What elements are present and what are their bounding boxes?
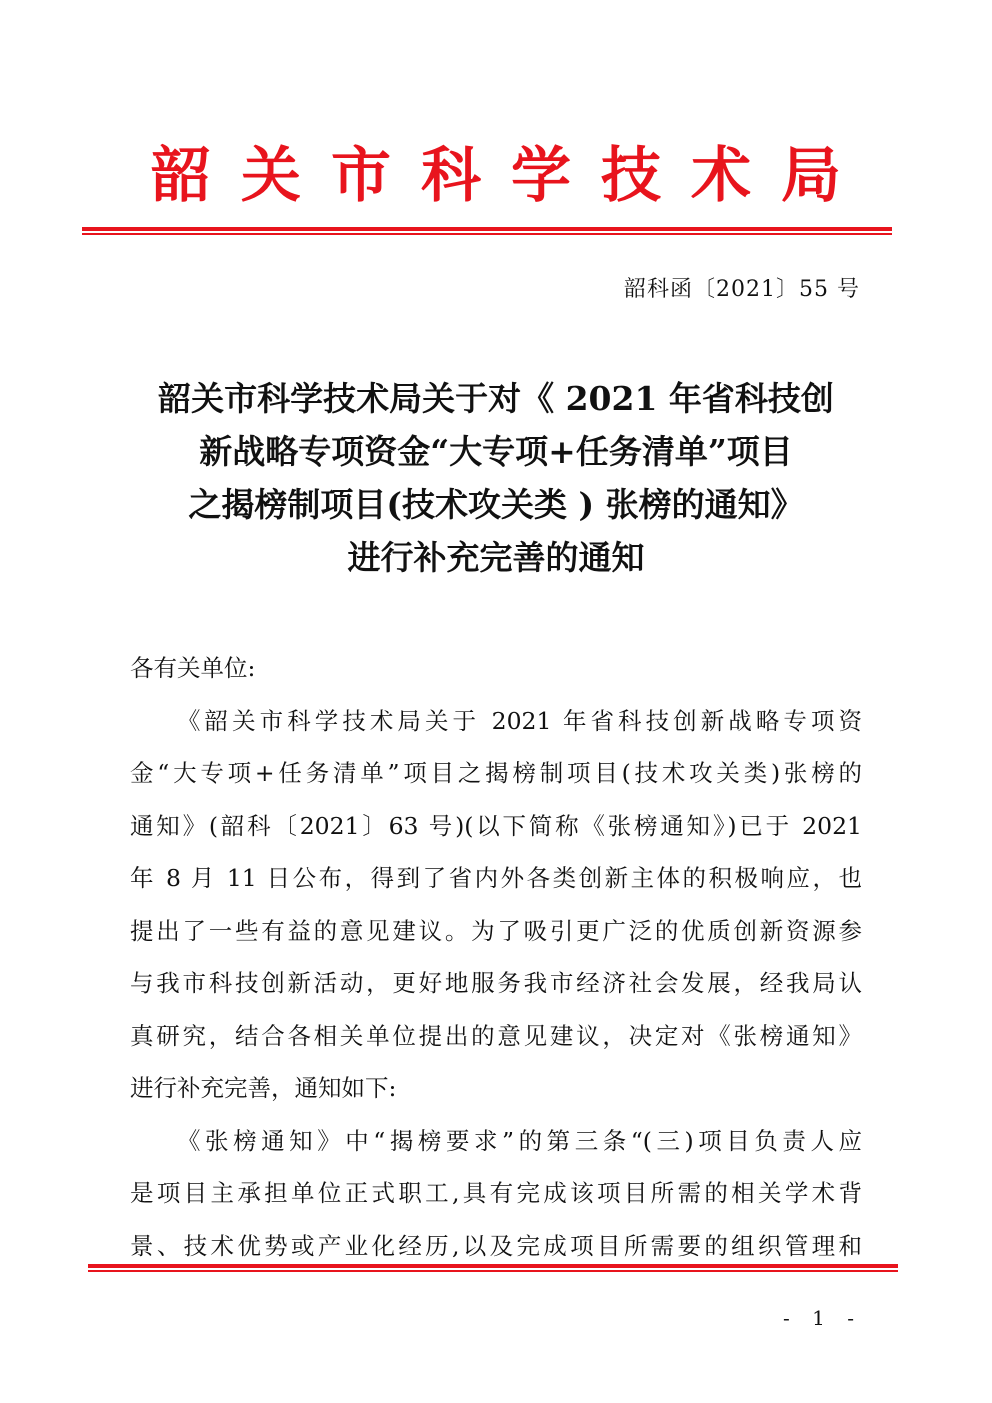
salutation: 各有关单位: <box>130 654 256 682</box>
paragraph-line: 年 8 月 11 日公布，得到了省内外各类创新主体的积极响应，也 <box>130 864 862 892</box>
paragraph-1 <box>130 695 862 1115</box>
paragraph-line: 景、技术优势或产业化经历,以及完成项目所需要的组织管理和 <box>130 1231 862 1260</box>
document-number: 韶科函〔2021〕55 号 <box>624 277 860 302</box>
paragraph-line: 与我市科技创新活动，更好地服务我市经济社会发展，经我局认 <box>130 969 862 997</box>
paragraph-line: 《韶关市科学技术局关于 2021 年省科技创新战略专项资 <box>177 706 862 735</box>
title-line: 之揭榜制项目(技术攻关类 ) 张榜的通知》 <box>188 485 804 524</box>
document-body <box>130 642 862 1272</box>
paragraph-line: 通知》(韶科〔2021〕63 号)(以下简称《张榜通知》)已于 2021 <box>130 811 862 840</box>
footer-rule-thin <box>88 1270 898 1272</box>
paragraph-line: 金“大专项+任务清单”项目之揭榜制项目(技术攻关类)张榜的 <box>130 759 862 787</box>
header-rule-thin <box>82 233 892 235</box>
paragraph-line: 真研究，结合各相关单位提出的意见建议，决定对《张榜通知》 <box>130 1021 862 1050</box>
paragraph-line: 进行补充完善，通知如下: <box>130 1074 397 1102</box>
footer-rule-thick <box>88 1264 898 1268</box>
document-title <box>110 372 882 584</box>
agency-header-title: 韶关市科学技术局 <box>151 141 871 211</box>
title-line: 新战略专项资金“大专项+任务清单”项目 <box>199 432 793 471</box>
paragraph-2 <box>130 1115 862 1273</box>
paragraph-line: 提出了一些有益的意见建议。为了吸引更广泛的优质创新资源参 <box>130 916 862 945</box>
title-line: 韶关市科学技术局关于对《 2021 年省科技创 <box>158 379 834 418</box>
paragraph-line: 是项目主承担单位正式职工,具有完成该项目所需的相关学术背 <box>130 1179 862 1207</box>
header-rule-thick <box>82 227 892 231</box>
title-line: 进行补充完善的通知 <box>347 538 645 577</box>
paragraph-line: 《张榜通知》中“揭榜要求”的第三条“(三)项目负责人应 <box>177 1126 862 1155</box>
page-number: - 1 - <box>783 1306 862 1330</box>
